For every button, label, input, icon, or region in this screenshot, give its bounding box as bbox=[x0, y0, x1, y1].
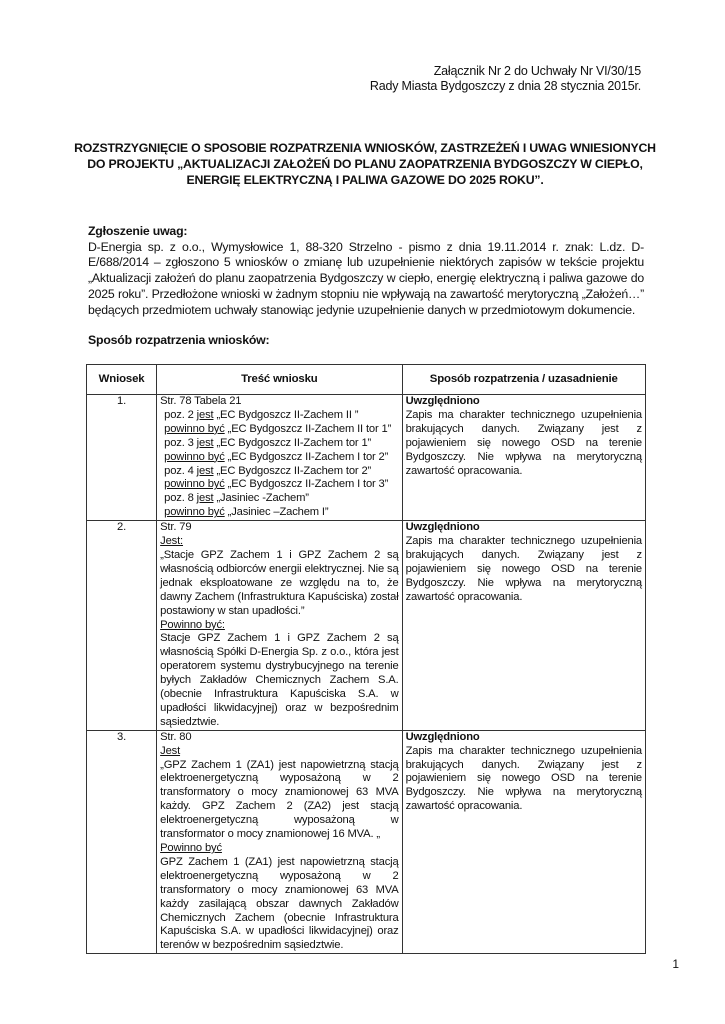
proposed-text: GPZ Zachem 1 (ZA1) jest napowietrzną stacją elektroenergetyczną wyposażoną w 2 transformatory o mocy znamionowej 63 MVA każdy zasilającą obszar dawnych Zakładów Chemicznych Zachem (obecnie Infrastruktura Kapuściska S.A. w upadłości likwidacyjnej) oraz terenów w bezpośrednim sąsiedztwie. bbox=[160, 855, 399, 952]
attachment-header bbox=[370, 64, 641, 94]
page-number: 1 bbox=[672, 957, 679, 971]
content-line bbox=[160, 478, 398, 492]
request-content bbox=[157, 395, 402, 521]
underlined-term: powinno być bbox=[164, 506, 225, 519]
table-row bbox=[87, 730, 646, 954]
decision: Uwzględniono bbox=[405, 730, 480, 743]
request-resolution bbox=[402, 521, 645, 731]
proposed-label: Powinno być bbox=[160, 842, 222, 854]
content-text: poz. 3 bbox=[164, 436, 197, 449]
underlined-term: powinno być bbox=[164, 478, 225, 491]
request-content bbox=[157, 521, 402, 731]
content-page-ref: Str. 80 bbox=[160, 730, 192, 743]
underlined-term: jest bbox=[196, 492, 214, 505]
current-text: „GPZ Zachem 1 (ZA1) jest napowietrzną stacją elektroenergetyczną wyposażoną w 2 transformatory o mocy znamionowej 63 MVA każdy. GPZ Zachem 2 (ZA2) jest stacją elektroenergetyczną wyposażoną w transformator o mocy znamionowej 16 MVA. „ bbox=[160, 758, 399, 841]
underlined-term: jest bbox=[196, 436, 214, 449]
request-resolution bbox=[402, 730, 645, 954]
underlined-term: jest bbox=[196, 464, 214, 477]
content-text: poz. 8 bbox=[164, 492, 197, 505]
submission-text: D-Energia sp. z o.o., Wymysłowice 1, 88-320 Strzelno - pismo z dnia 19.11.2014 r. znak: L.dz. D-E/688/2014 – zgłoszono 5 wniosków o zmianę lub uzupełnienie niektórych zapisów w tekście projektu „Aktualizacji założeń do planu zaopatrzenia Bydgoszczy w ciepło, energię elektryczną i paliwa gazowe do 2025 roku”. Przedłożone wnioski w żadnym stopniu nie wpływają na zawartość merytoryczną „Założeń…” będących przedmiotem uchwały stanowiąc jedynie uzupełnienie danych w przedmiotowym dokumencie. bbox=[88, 239, 644, 317]
current-text: „Stacje GPZ Zachem 1 i GPZ Zachem 2 są własnością odbiorców energii elektrycznej. Nie są jednak eksploatowane ze względu na to, że dawny Zachem (Infrastruktura Kapuściska) został postawiony w stan upadłości.” bbox=[160, 548, 399, 617]
submission-heading: Zgłoszenie uwag: bbox=[88, 224, 188, 238]
underlined-term: powinno być bbox=[164, 450, 225, 463]
request-resolution bbox=[402, 395, 645, 521]
table-row bbox=[87, 521, 646, 731]
title-line-2: DO PROJEKTU „AKTUALIZACJI ZAŁOŻEŃ DO PLANU ZAOPATRZENIA BYDGOSZCZY W CIEPŁO, bbox=[87, 157, 643, 171]
content-line bbox=[160, 506, 398, 520]
header-method: Sposób rozpatrzenia / uzasadnienie bbox=[402, 365, 645, 395]
requests-table bbox=[86, 364, 646, 954]
attachment-line-2: Rady Miasta Bydgoszczy z dnia 28 stycznia 2015r. bbox=[369, 79, 641, 93]
content-line bbox=[160, 465, 398, 479]
content-text: „EC Bydgoszcz II-Zachem I tor 2” bbox=[224, 450, 389, 463]
underlined-term: jest bbox=[196, 408, 214, 421]
attachment-line-1: Załącznik Nr 2 do Uchwały Nr VI/30/15 bbox=[433, 64, 641, 78]
justification: Zapis ma charakter technicznego uzupełnienia brakujących danych. Związany jest z pojawieniem się nowego OSD na terenie Bydgoszczy. Nie wpływa na merytoryczną zawartość opracowania. bbox=[405, 535, 642, 603]
request-content bbox=[157, 730, 402, 954]
row-number: 2. bbox=[87, 521, 157, 731]
content-text: „EC Bydgoszcz II-Zachem tor 1” bbox=[213, 436, 372, 449]
row-number: 3. bbox=[87, 730, 157, 954]
current-label: Jest bbox=[160, 744, 181, 757]
content-text: „Jasiniec –Zachem I” bbox=[224, 506, 329, 519]
current-label: Jest: bbox=[160, 535, 184, 548]
decision: Uwzględniono bbox=[405, 395, 480, 407]
content-text: poz. 2 bbox=[164, 408, 197, 421]
table-row bbox=[87, 395, 646, 521]
underlined-term: powinno być bbox=[164, 422, 225, 435]
justification: Zapis ma charakter technicznego uzupełnienia brakujących danych. Związany jest z pojawieniem się nowego OSD na terenie Bydgoszczy. Nie wpływa na merytoryczną zawartość opracowania. bbox=[405, 744, 642, 813]
content-text: „EC Bydgoszcz II-Zachem II tor 1” bbox=[224, 422, 392, 435]
table-header-row bbox=[87, 365, 646, 395]
decision: Uwzględniono bbox=[405, 521, 480, 534]
header-request: Wniosek bbox=[87, 365, 157, 395]
proposed-label: Powinno być: bbox=[160, 618, 225, 631]
document-title bbox=[70, 140, 660, 188]
content-text: „EC Bydgoszcz II-Zachem II ” bbox=[213, 408, 359, 421]
content-text: „EC Bydgoszcz II-Zachem I tor 3” bbox=[224, 478, 389, 491]
content-line bbox=[160, 423, 398, 437]
justification: Zapis ma charakter technicznego uzupełnienia brakujących danych. Związany jest z pojawieniem się nowego OSD na terenie Bydgoszczy. Nie wpływa na merytoryczną zawartość opracowania. bbox=[405, 408, 642, 477]
header-content: Treść wniosku bbox=[157, 365, 402, 395]
content-text: „EC Bydgoszcz II-Zachem tor 2” bbox=[213, 464, 372, 477]
content-text: Str. 78 Tabela 21 bbox=[160, 395, 242, 407]
content-line bbox=[160, 395, 398, 409]
title-line-1: ROZSTRZYGNIĘCIE O SPOSOBIE ROZPATRZENIA WNIOSKÓW, ZASTRZEŻEŃ I UWAG WNIESIONYCH bbox=[74, 141, 656, 155]
content-line bbox=[160, 409, 398, 423]
content-page-ref: Str. 79 bbox=[160, 521, 192, 534]
submission-section bbox=[88, 224, 644, 318]
content-text: poz. 4 bbox=[164, 464, 197, 477]
content-line bbox=[160, 437, 398, 451]
row-number: 1. bbox=[87, 395, 157, 521]
content-line bbox=[160, 492, 398, 506]
request-content-lines bbox=[160, 395, 398, 520]
content-line bbox=[160, 451, 398, 465]
title-line-3: ENERGIĘ ELEKTRYCZNĄ I PALIWA GAZOWE DO 2025 ROKU”. bbox=[186, 173, 544, 187]
proposed-text: Stacje GPZ Zachem 1 i GPZ Zachem 2 są własnością Spółki D-Energia Sp. z o.o., która jest operatorem systemu dystrybucyjnego na terenie byłych Zakładów Chemicznych Zachem S.A. (obecnie Infrastruktura Kapuściska S.A. w upadłości likwidacyjnej) oraz w bezpośrednim sąsiedztwie. bbox=[160, 632, 399, 728]
method-heading: Sposób rozpatrzenia wniosków: bbox=[88, 333, 270, 347]
content-text: „Jasiniec -Zachem” bbox=[213, 492, 309, 505]
